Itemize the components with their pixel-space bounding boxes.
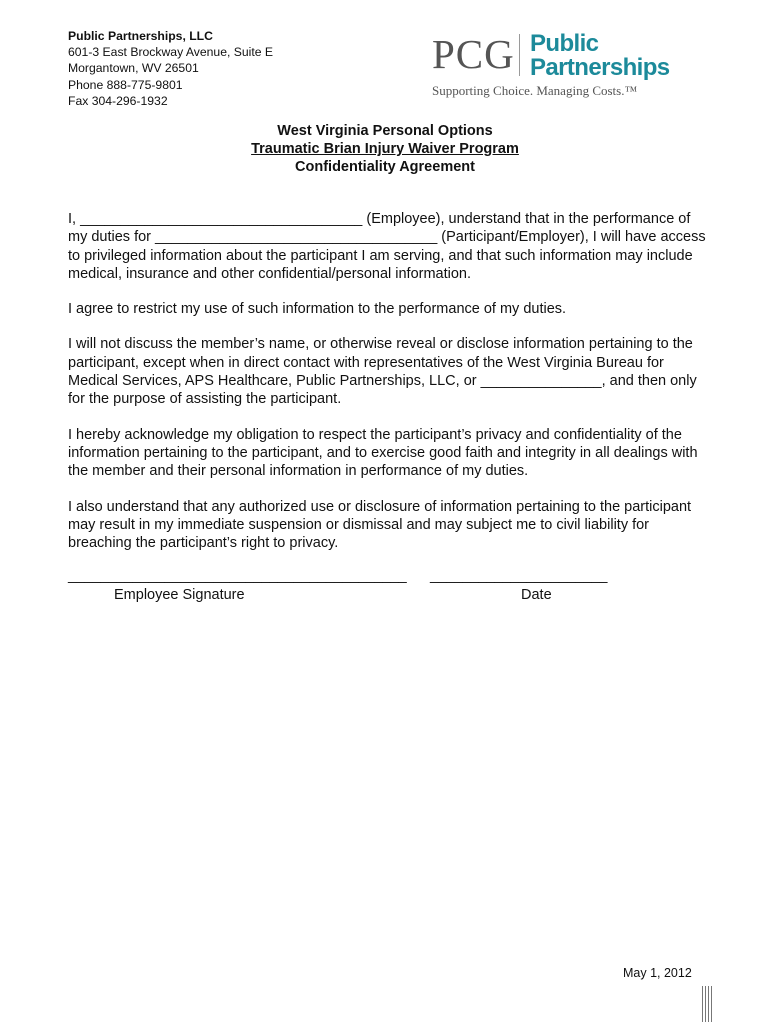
title-waiver-program: Traumatic Brian Injury Waiver Program [251,141,519,157]
logo-tagline: Supporting Choice. Managing Costs.™ [432,83,638,98]
paragraph-non-disclosure: I will not discuss the member’s name, or otherwise reveal or disclose information pertaining to the participant, except when in direct contact with representatives of the West Virginia Bureau for Medical Services, APS Healthcare, Public Partnerships, LLC, or _______________, and then only for the purpose of assisting the participant. [68,336,697,408]
date-label: Date [521,587,552,603]
fax-number: Fax 304-296-1932 [68,93,168,108]
title-program-name: West Virginia Personal Options [277,123,493,139]
letterhead-address [68,28,273,109]
paragraph-restrict-use: I agree to restrict my use of such information to the performance of my duties. [68,301,567,318]
phone-number: Phone 888-775-9801 [68,77,183,92]
company-name: Public Partnerships, LLC [68,29,213,43]
logo-pcg-text: PCG [432,31,515,77]
logo-brand-line-1: Public [530,30,599,57]
footer-date: May 1, 2012 [623,966,692,980]
date-line: ______________________ [430,568,608,584]
signature-label: Employee Signature [114,587,245,603]
paragraph-employee-declaration: I, ___________________________________ (Employee), understand that in the performance of my duties for ___________________________________ (Participant/Employer), I will have access to privileged information about the participant I am serving, and that such information may include medical, insurance and other confidential/personal information. [68,211,706,282]
document-title-block [0,122,770,176]
address-line-1: 601-3 East Brockway Avenue, Suite E [68,45,274,60]
title-agreement: Confidentiality Agreement [295,159,475,175]
paragraph-consequences: I also understand that any authorized use or disclosure of information pertaining to the participant may result in my immediate suspension or dismissal and may subject me to civil liability for breaching the participant’s right to privacy. [68,498,692,552]
signature-line: __________________________________________ [68,568,407,584]
agreement-body [68,210,708,569]
pcg-public-partnerships-logo [430,28,680,102]
logo-divider [519,34,520,76]
logo-brand-line-2: Partnerships [530,54,670,81]
scan-edge-marks [702,986,712,1022]
address-line-2: Morgantown, WV 26501 [68,61,199,76]
paragraph-acknowledgement: I hereby acknowledge my obligation to respect the participant’s privacy and confidentiality of the information pertaining to the participant, and to exercise good faith and integrity in all dealings with the member and their personal information in performance of my duties. [68,426,698,480]
